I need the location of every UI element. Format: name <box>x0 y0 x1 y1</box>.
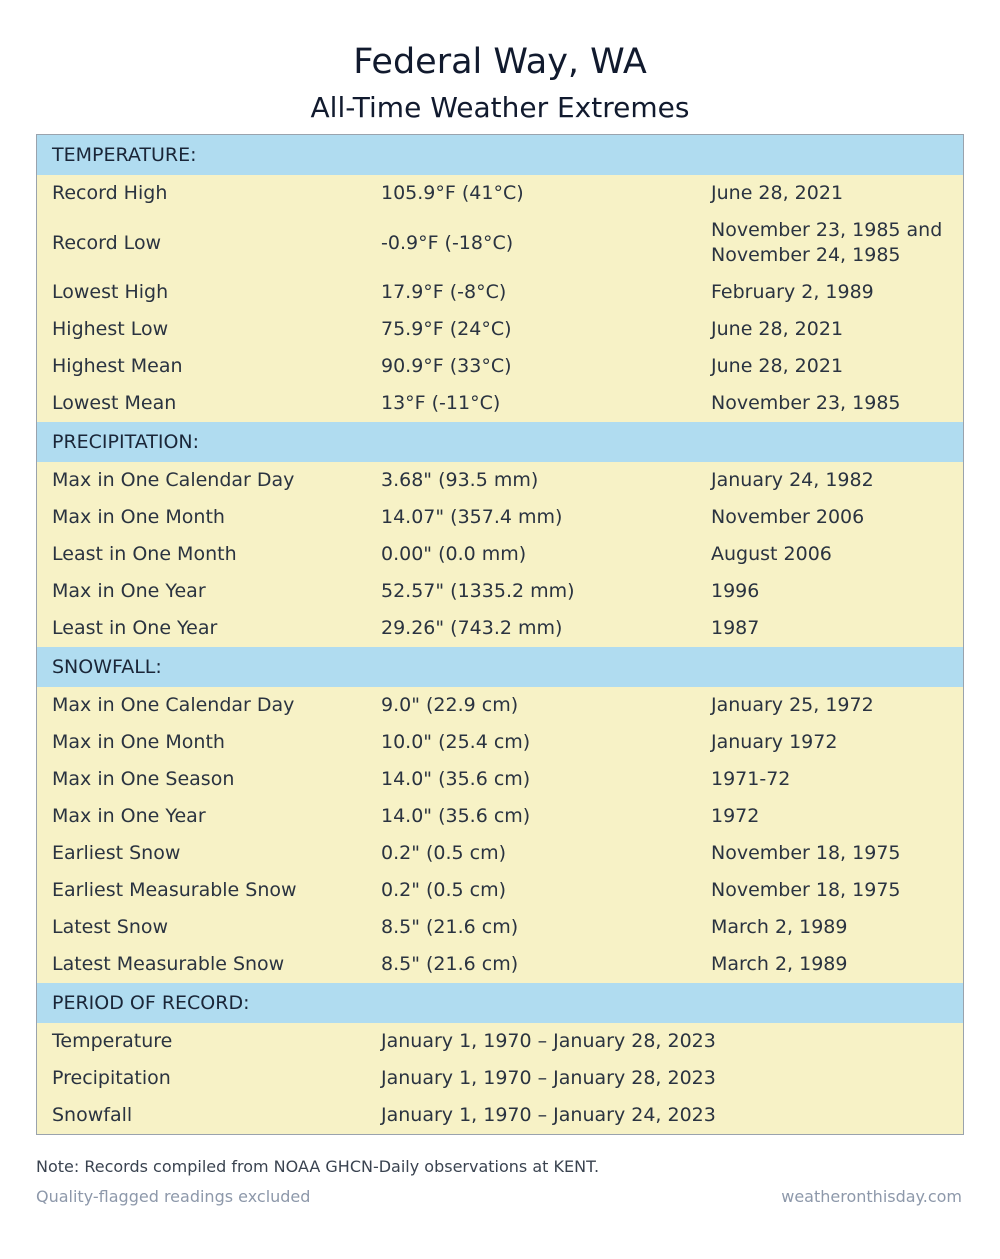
record-value: 8.5" (21.6 cm) <box>381 916 519 938</box>
footnote: Note: Records compiled from NOAA GHCN-Daily observations at KENT. <box>36 1157 600 1176</box>
record-date: January 24, 1982 <box>711 469 874 491</box>
record-name: Precipitation <box>52 1067 171 1089</box>
table-row <box>37 462 963 499</box>
record-date: June 28, 2021 <box>711 318 844 340</box>
table-row <box>37 348 963 385</box>
record-value: 0.00" (0.0 mm) <box>381 543 527 565</box>
table-row <box>37 835 963 872</box>
table-row <box>37 385 963 422</box>
record-value: 0.2" (0.5 cm) <box>381 842 507 864</box>
record-value: 10.0" (25.4 cm) <box>381 731 531 753</box>
table-row <box>37 274 963 311</box>
record-value: 0.2" (0.5 cm) <box>381 879 507 901</box>
record-name: Highest Low <box>52 318 169 340</box>
table-row <box>37 761 963 798</box>
record-value: 9.0" (22.9 cm) <box>381 694 519 716</box>
page-subtitle: All-Time Weather Extremes <box>310 91 690 124</box>
section-header-period-of-record: PERIOD OF RECORD: <box>37 983 963 1023</box>
record-date: March 2, 1989 <box>711 953 848 975</box>
table-row <box>37 1060 963 1097</box>
table-row <box>37 573 963 610</box>
record-date: November 2006 <box>711 506 865 528</box>
record-value: 8.5" (21.6 cm) <box>381 953 519 975</box>
table-row <box>37 499 963 536</box>
record-date: 1971-72 <box>711 768 791 790</box>
record-date: 1987 <box>711 617 760 639</box>
record-name: Latest Measurable Snow <box>52 953 285 975</box>
table-row <box>37 212 963 274</box>
record-name: Max in One Season <box>52 768 235 790</box>
record-date: November 18, 1975 <box>711 842 901 864</box>
record-name: Highest Mean <box>52 355 183 377</box>
record-date: January 1972 <box>711 731 838 753</box>
record-date: August 2006 <box>711 543 832 565</box>
record-name: Least in One Month <box>52 543 237 565</box>
section-header-temperature: TEMPERATURE: <box>37 135 963 175</box>
record-value: 14.0" (35.6 cm) <box>381 768 531 790</box>
extremes-table <box>36 134 964 1135</box>
record-name: Max in One Calendar Day <box>52 469 295 491</box>
table-row <box>37 687 963 724</box>
record-value: 52.57" (1335.2 mm) <box>381 580 575 602</box>
record-name: Max in One Month <box>52 506 225 528</box>
record-value: 14.0" (35.6 cm) <box>381 805 531 827</box>
record-date: January 25, 1972 <box>711 694 874 716</box>
record-date: November 23, 1985 and November 24, 1985 <box>711 219 943 266</box>
record-date: February 2, 1989 <box>711 281 874 303</box>
record-date: November 18, 1975 <box>711 879 901 901</box>
record-value: 13°F (-11°C) <box>381 392 501 414</box>
record-value: -0.9°F (-18°C) <box>381 231 514 254</box>
record-value: 29.26" (743.2 mm) <box>381 617 563 639</box>
record-date: June 28, 2021 <box>711 182 844 204</box>
table-row <box>37 946 963 983</box>
record-name: Lowest Mean <box>52 392 177 414</box>
record-period: January 1, 1970 – January 28, 2023 <box>381 1030 716 1052</box>
record-period: January 1, 1970 – January 24, 2023 <box>381 1104 716 1126</box>
record-value: 75.9°F (24°C) <box>381 318 512 340</box>
record-name: Max in One Year <box>52 580 206 602</box>
page-title: Federal Way, WA <box>353 42 647 82</box>
record-value: 17.9°F (-8°C) <box>381 281 507 303</box>
record-value: 14.07" (357.4 mm) <box>381 506 563 528</box>
record-name: Snowfall <box>52 1104 133 1126</box>
record-name: Least in One Year <box>52 617 218 639</box>
record-date: June 28, 2021 <box>711 355 844 377</box>
table-row <box>37 909 963 946</box>
table-row <box>37 798 963 835</box>
record-name: Record Low <box>52 231 162 254</box>
record-name: Max in One Year <box>52 805 206 827</box>
table-row <box>37 1097 963 1134</box>
record-name: Record High <box>52 182 168 204</box>
record-name: Lowest High <box>52 281 169 303</box>
table-row <box>37 872 963 909</box>
record-value: 90.9°F (33°C) <box>381 355 512 377</box>
record-name: Max in One Calendar Day <box>52 694 295 716</box>
source-link[interactable]: weatheronthisday.com <box>781 1187 962 1206</box>
disclaimer-text: Quality-flagged readings excluded <box>36 1187 311 1206</box>
record-period: January 1, 1970 – January 28, 2023 <box>381 1067 716 1089</box>
record-date: March 2, 1989 <box>711 916 848 938</box>
record-date: 1972 <box>711 805 760 827</box>
record-value: 105.9°F (41°C) <box>381 182 524 204</box>
section-header-snowfall: SNOWFALL: <box>37 647 963 687</box>
table-row <box>37 610 963 647</box>
record-name: Max in One Month <box>52 731 225 753</box>
section-header-precipitation: PRECIPITATION: <box>37 422 963 462</box>
table-row <box>37 536 963 573</box>
table-row <box>37 1023 963 1060</box>
table-row <box>37 175 963 212</box>
record-name: Latest Snow <box>52 916 169 938</box>
record-name: Earliest Measurable Snow <box>52 879 297 901</box>
table-row <box>37 311 963 348</box>
record-date: November 23, 1985 <box>711 392 901 414</box>
record-date: 1996 <box>711 580 760 602</box>
table-row <box>37 724 963 761</box>
record-name: Temperature <box>52 1030 173 1052</box>
record-name: Earliest Snow <box>52 842 181 864</box>
record-value: 3.68" (93.5 mm) <box>381 469 539 491</box>
